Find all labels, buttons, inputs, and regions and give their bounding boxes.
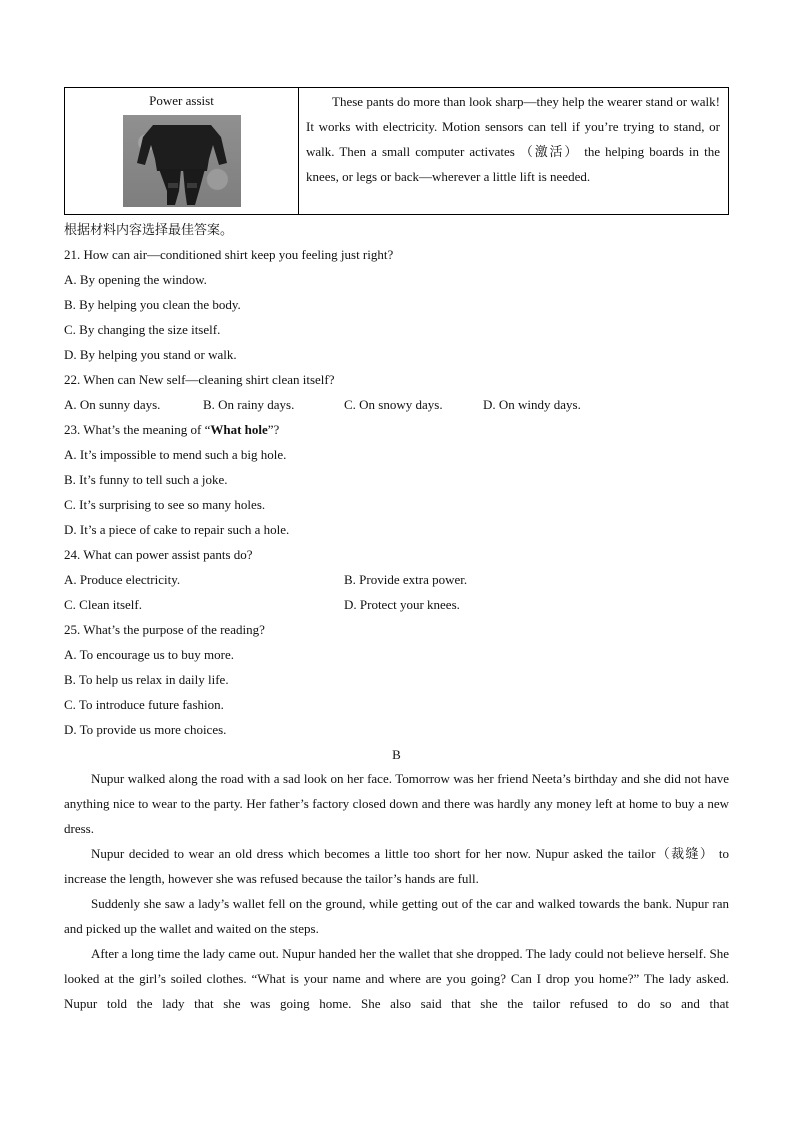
question-22-stem: 22. When can New self—cleaning shirt clean itself? [64,372,335,387]
instruction-text: 根据材料内容选择最佳答案。 [64,222,234,237]
table-left-cell [65,88,299,214]
question-24-option-d: D. Protect your knees. [344,597,460,612]
power-assist-description: These pants do more than look sharp—they help the wearer stand or walk! It works with electricity. Motion sensors can tell if you’re trying to stand, or walk. Then a small computer activates （激活） the helping boards in the knees, or legs or back—wherever a little lift is needed. [306,94,720,184]
question-24-stem: 24. What can power assist pants do? [64,547,253,562]
question-23-option-a: A. It’s impossible to mend such a big hole. [64,447,287,462]
section-b-heading: B [392,747,401,762]
question-21-option-d: D. By helping you stand or walk. [64,347,237,362]
question-21-option-b: B. By helping you clean the body. [64,297,241,312]
question-21-option-a: A. By opening the window. [64,272,207,287]
question-22-option-b: B. On rainy days. [203,397,295,412]
info-table [64,87,729,215]
question-23-stem: 23. What’s the meaning of “What hole”? [64,422,280,437]
question-25-option-c: C. To introduce future fashion. [64,697,224,712]
passage-paragraph-3: Suddenly she saw a lady’s wallet fell on the ground, while getting out of the car and walked towards the bank. Nupur ran and picked up the wallet and waited on the steps. [64,896,729,936]
question-24-option-b: B. Provide extra power. [344,572,468,587]
question-25-option-a: A. To encourage us to buy more. [64,647,234,662]
question-24-option-c: C. Clean itself. [64,597,142,612]
question-25-option-b: B. To help us relax in daily life. [64,672,229,687]
question-23-option-b: B. It’s funny to tell such a joke. [64,472,228,487]
question-23-option-c: C. It’s surprising to see so many holes. [64,497,266,512]
question-22-option-d: D. On windy days. [483,397,581,412]
question-25-option-d: D. To provide us more choices. [64,722,227,737]
question-24-option-a: A. Produce electricity. [64,572,181,587]
passage-paragraph-4: After a long time the lady came out. Nupur handed her the wallet that she dropped. The lady could not believe herself. She looked at the girl’s soiled clothes. “What is your name and where are you going? Can I drop you home?” The lady asked. Nupur told the lady that she was going home. She also said that she the tailor refused to do so and that [64,946,729,1011]
passage-paragraph-2: Nupur decided to wear an old dress which becomes a little too short for her now. Nupur asked the tailor（裁缝） to increase the length, however she was refused because the tailor’s hands are full. [64,846,729,886]
question-22-option-c: C. On snowy days. [344,397,443,412]
question-23-option-d: D. It’s a piece of cake to repair such a hole. [64,522,290,537]
question-21-stem: 21. How can air—conditioned shirt keep you feeling just right? [64,247,394,262]
question-25-stem: 25. What’s the purpose of the reading? [64,622,265,637]
question-22-option-a: A. On sunny days. [64,397,161,412]
table-right-cell [299,88,728,214]
question-21-option-c: C. By changing the size itself. [64,322,221,337]
power-assist-title: Power assist [149,93,214,108]
question-23-bold-phrase: What hole [210,422,268,437]
person-in-power-suit-photo [123,115,241,207]
passage-paragraph-1: Nupur walked along the road with a sad look on her face. Tomorrow was her friend Neeta’s birthday and she did not have anything nice to wear to the party. Her father’s factory closed down and there was hardly any money left at home to buy a new dress. [64,771,729,836]
